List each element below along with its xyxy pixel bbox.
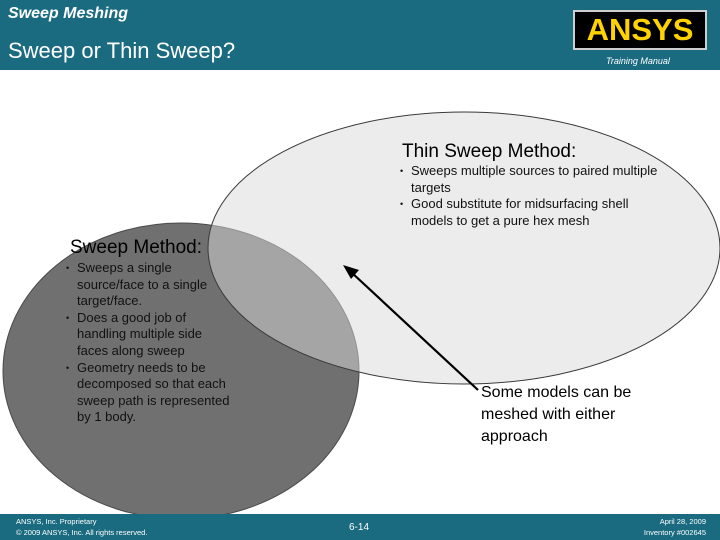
footer-bar (0, 514, 720, 540)
list-item: • Sweeps a single source/face to a single target/face. (66, 260, 236, 310)
inventory-text: Inventory #002645 (643, 527, 706, 537)
list-item: • Geometry needs to be decomposed so that each sweep path is represented by 1 body. (66, 360, 236, 426)
slide-title: Sweep or Thin Sweep? (8, 38, 236, 63)
ansys-logo: ANSYS (573, 10, 707, 50)
thin-sweep-bullets (400, 163, 660, 229)
section-title: Sweep Meshing (8, 5, 129, 22)
either-approach-note: Some models can be meshed with either approach (481, 384, 632, 445)
list-item: • Does a good job of handling multiple side faces along sweep (66, 310, 236, 360)
date-text: April 28, 2009 (659, 517, 706, 526)
sweep-bullets (66, 260, 236, 426)
copyright-text: © 2009 ANSYS, Inc. All rights reserved. (16, 527, 148, 537)
thin-sweep-heading: Thin Sweep Method: (402, 141, 577, 162)
footer-meta (644, 517, 706, 538)
page-number: 6-14 (349, 522, 370, 533)
proprietary-text: ANSYS, Inc. Proprietary (16, 517, 97, 526)
list-item: • Good substitute for midsurfacing shell models to get a pure hex mesh (400, 196, 660, 229)
sweep-heading: Sweep Method: (70, 237, 203, 258)
footer-legal (16, 517, 147, 538)
training-manual-label: Training Manual (606, 56, 670, 66)
list-item: • Sweeps multiple sources to paired multiple targets (400, 163, 660, 196)
